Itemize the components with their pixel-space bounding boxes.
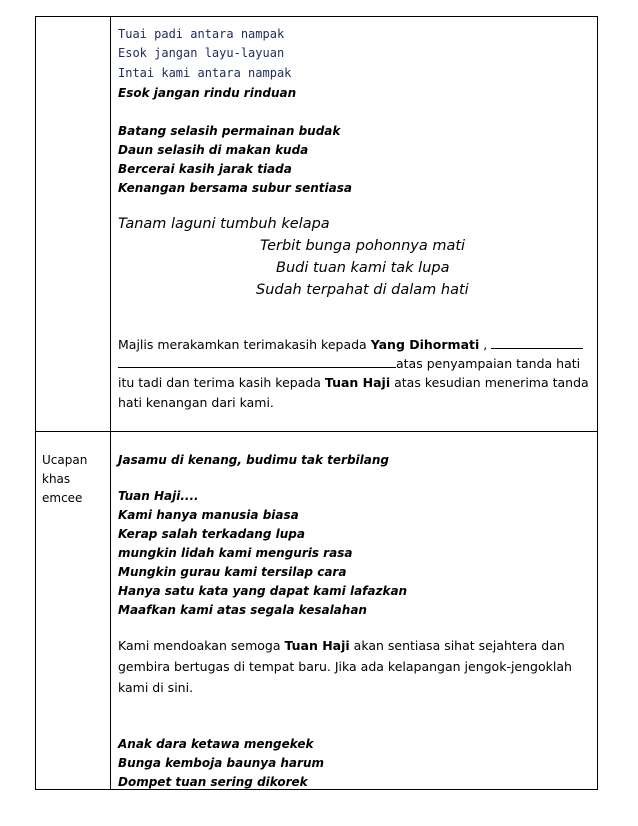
text: , [479,337,492,352]
thanks-paragraph-line-2 [118,356,580,371]
name-blank [118,367,396,368]
pantun2-line-4: Kenangan bersama subur sentiasa [118,181,352,195]
thanks-paragraph-line-1 [118,337,583,352]
pantun3-line-1: Tanam laguni tumbuh kelapa [118,216,330,232]
wish-paragraph-line-3: kami di sini. [118,680,194,695]
opening-line: Jasamu di kenang, budimu tak terbilang [118,453,390,467]
guest-title: Tuan Haji [324,375,391,390]
column-divider [110,17,111,789]
text: akan sentiasa sihat sejahtera dan [349,638,565,653]
verse-line-4: Mungkin gurau kami tersilap cara [118,565,347,579]
pantun2-line-3: Bercerai kasih jarak tiada [118,162,292,176]
text: itu tadi dan terima kasih kepada [118,375,325,390]
guest-title: Yang Dihormati [370,337,480,352]
verse-line-3: mungkin lidah kami menguris rasa [118,546,353,560]
row-divider [36,431,597,432]
row-label-line-3: emcee [42,491,83,505]
verse-line-2: Kerap salah terkadang lupa [118,527,305,541]
thanks-paragraph-line-4: hati kenangan dari kami. [118,395,274,410]
name-blank [491,348,583,349]
pantun1-line-4: Esok jangan rindu rinduan [118,86,297,100]
row-label-line-2: khas [42,472,71,486]
address-line: Tuan Haji.... [118,489,199,503]
thanks-paragraph-line-3 [118,375,589,390]
pantun-line-1: Anak dara ketawa mengekek [118,737,314,751]
pantun3-line-2: Terbit bunga pohonnya mati [260,238,466,254]
pantun3-line-4: Sudah terpahat di dalam hati [256,282,469,298]
pantun1-line-1: Tuai padi antara nampak [118,27,285,41]
pantun1-line-2: Esok jangan layu-layuan [118,46,285,60]
verse-line-6: Maafkan kami atas segala kesalahan [118,603,367,617]
text: Kami mendoakan semoga [118,638,285,653]
pantun2-line-2: Daun selasih di makan kuda [118,143,309,157]
pantun3-line-3: Budi tuan kami tak lupa [276,260,450,276]
pantun2-line-1: Batang selasih permainan budak [118,124,341,138]
verse-line-1: Kami hanya manusia biasa [118,508,299,522]
pantun-line-3: Dompet tuan sering dikorek [118,775,308,789]
wish-paragraph-line-1 [118,638,565,653]
row-label-line-1: Ucapan [42,453,88,467]
guest-title: Tuan Haji [284,638,350,653]
wish-paragraph-line-2: gembira bertugas di tempat baru. Jika ada kelapangan jengok-jengoklah [118,659,572,674]
text: atas penyampaian tanda hati [396,356,581,371]
text: Majlis merakamkan terimakasih kepada [118,337,371,352]
verse-line-5: Hanya satu kata yang dapat kami lafazkan [118,584,408,598]
pantun1-line-3: Intai kami antara nampak [118,66,292,80]
text: atas kesudian menerima tanda [390,375,589,390]
pantun-line-2: Bunga kemboja baunya harum [118,756,324,770]
